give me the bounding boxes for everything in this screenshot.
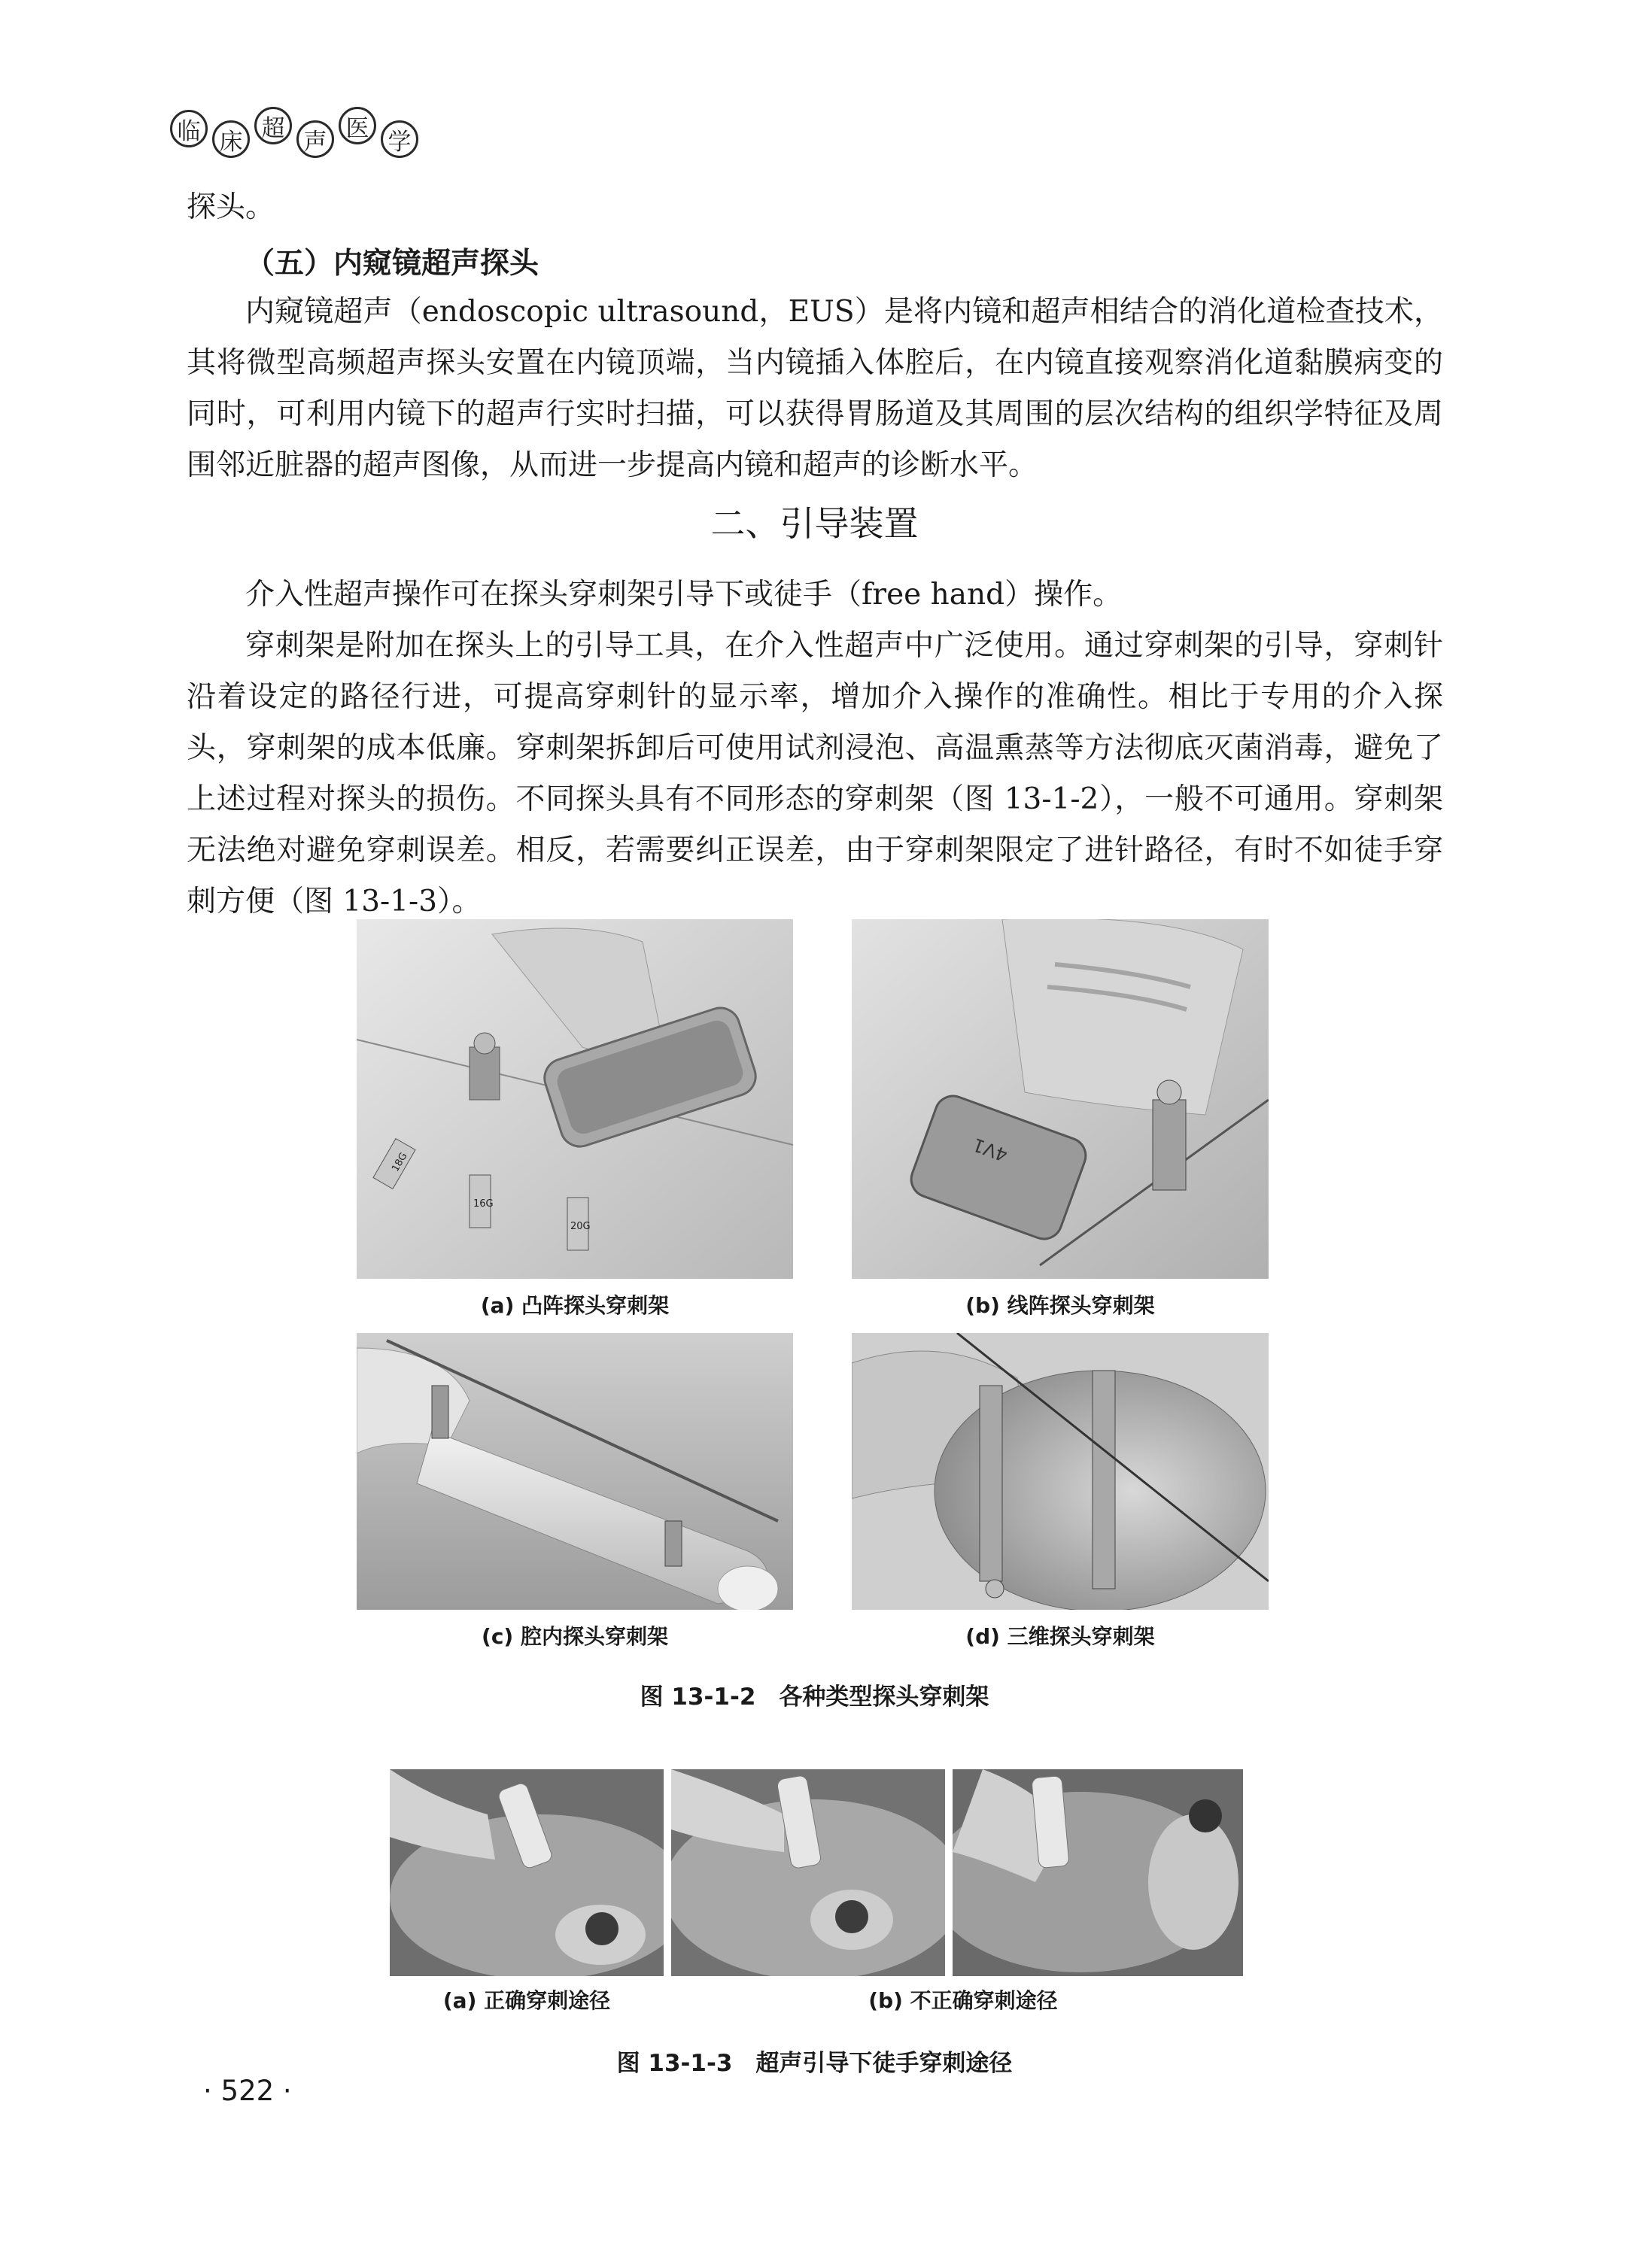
eus-paragraph: 内窥镜超声（endoscopic ultrasound，EUS）是将内镜和超声相结合的消化道检查技术，其将微型高频超声探头安置在内镜顶端，当内镜插入体腔后，在内镜直接观察消化道黏膜病变的同时，可利用内镜下的超声行实时扫描，可以获得胃肠道及其周围的层次结构的组织学特征及周围邻近脏器的超声图像，从而进一步提高内镜和超声的诊断水平。 bbox=[187, 295, 1443, 482]
book-title-char: 超 bbox=[254, 107, 292, 144]
probe-model-label: 4V1 bbox=[970, 1134, 1011, 1166]
correct-path-photo-1 bbox=[390, 1769, 664, 1976]
incorrect-path-photo bbox=[953, 1769, 1243, 1976]
subfigure-caption-incorrect-path: (b) 不正确穿刺途径 bbox=[868, 1988, 1058, 2013]
gauge-label-16g: 16G bbox=[473, 1198, 494, 1210]
section-heading: 二、引导装置 bbox=[710, 503, 919, 544]
subfigure-caption-d: (d) 三维探头穿刺架 bbox=[965, 1624, 1155, 1649]
continued-text: 探头。 bbox=[187, 190, 275, 224]
subfigure-caption-a: (a) 凸阵探头穿刺架 bbox=[480, 1293, 670, 1318]
endocavity-probe-needle-guide-photo bbox=[357, 1333, 793, 1610]
subfigure-caption-correct-path: (a) 正确穿刺途径 bbox=[442, 1988, 611, 2013]
correct-path-photo-2 bbox=[671, 1769, 945, 1976]
subfigure-caption-c: (c) 腔内探头穿刺架 bbox=[482, 1624, 668, 1649]
guidance-paragraph-2: 穿刺架是附加在探头上的引导工具，在介入性超声中广泛使用。通过穿刺架的引导，穿刺针沿着设定的路径行进，可提高穿刺针的显示率，增加介入操作的准确性。相比于专用的介入探头，穿刺架的成本低廉。穿刺架拆卸后可使用试剂浸泡、高温熏蒸等方法彻底灭菌消毒，避免了上述过程对探头的损伤。不同探头具有不同形态的穿刺架（图 13-1-2），一般不可通用。穿刺架无法绝对避免穿刺误差。相反，若需要纠正误差，由于穿刺架限定了进针路径，有时不如徒手穿刺方便（图 13-1-3）。 bbox=[187, 629, 1443, 918]
figure-caption-13-1-3: 图 13-1-3 超声引导下徒手穿刺途径 bbox=[616, 2050, 1013, 2077]
subfigure-caption-b: (b) 线阵探头穿刺架 bbox=[965, 1293, 1155, 1318]
figure-caption-13-1-2: 图 13-1-2 各种类型探头穿刺架 bbox=[640, 1684, 989, 1711]
book-title-char: 临 bbox=[170, 110, 208, 147]
convex-probe-needle-guide-photo bbox=[357, 919, 793, 1279]
gauge-label-20g: 20G bbox=[570, 1221, 591, 1232]
subsection-heading: （五）内窥镜超声探头 bbox=[245, 247, 539, 281]
book-title-char: 声 bbox=[296, 120, 334, 158]
book-title-char: 床 bbox=[212, 120, 250, 158]
3d-probe-needle-guide-photo bbox=[852, 1333, 1269, 1610]
book-title-char: 学 bbox=[381, 120, 418, 158]
book-title bbox=[170, 102, 441, 165]
book-title-char: 医 bbox=[339, 107, 376, 144]
page-number: · 522 · bbox=[203, 2075, 292, 2107]
guidance-paragraph-1: 介入性超声操作可在探头穿刺架引导下或徒手（free hand）操作。 bbox=[245, 578, 1123, 612]
gauge-label-18g: 18G bbox=[390, 1150, 410, 1174]
linear-probe-needle-guide-photo bbox=[852, 919, 1269, 1279]
